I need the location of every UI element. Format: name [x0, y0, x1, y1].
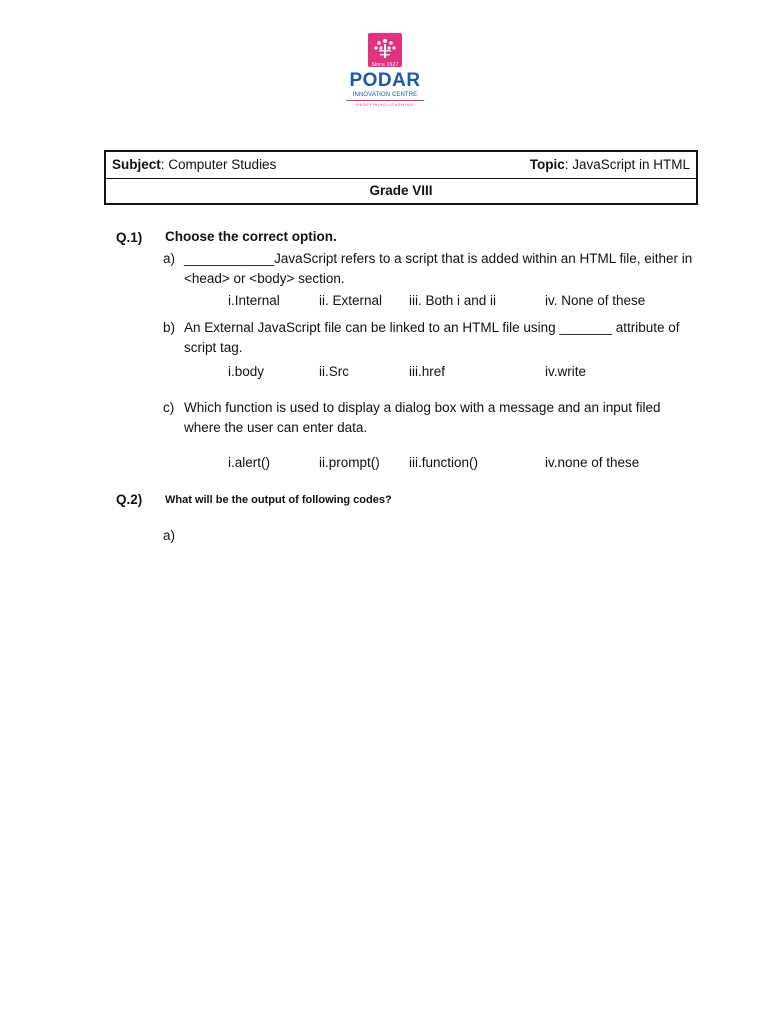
item-letter: b)	[163, 320, 176, 335]
subject-value: : Computer Studies	[160, 157, 277, 172]
question-text-line: ____________JavaScript refers to a script that is added within an HTML file, either in	[184, 251, 693, 266]
option-ii: ii.Src	[319, 364, 349, 379]
item-letter: a)	[163, 251, 176, 266]
question-text-line: <head> or <body> section.	[184, 270, 345, 286]
header-row-subject-topic	[106, 152, 696, 179]
option-ii: ii. External	[319, 293, 383, 308]
option-iii: iii.function()	[409, 455, 479, 470]
question-number: Q.1)	[116, 230, 143, 245]
school-logo	[330, 30, 440, 110]
subject-label: Subject	[112, 157, 161, 172]
logo-since-text: Since 1927	[371, 62, 399, 68]
question-title: Choose the correct option.	[165, 229, 337, 244]
question-text	[184, 398, 694, 437]
option-ii: ii.prompt()	[319, 455, 380, 470]
question-text-line: where the user can enter data.	[184, 419, 368, 435]
question-text-line: script tag.	[184, 339, 243, 355]
topic-cell	[530, 157, 690, 172]
question-text-line: An External JavaScript file can be linked to an HTML file using _______ attribute of	[184, 320, 680, 335]
question-title: What will be the output of following codes?	[165, 494, 392, 506]
question-text	[184, 249, 694, 288]
option-iv: iv.write	[545, 364, 587, 379]
question-number: Q.2)	[116, 492, 143, 507]
logo-subtitle: INNOVATION CENTRE	[352, 92, 418, 98]
option-i: i.body	[228, 364, 265, 379]
topic-value: : JavaScript in HTML	[564, 157, 690, 172]
topic-label: Topic	[529, 157, 565, 172]
option-iv: iv. None of these	[545, 293, 646, 308]
subject-cell	[112, 157, 276, 172]
option-i: i.alert()	[228, 455, 271, 470]
header-table	[104, 150, 698, 205]
option-iii: iii. Both i and ii	[409, 293, 497, 308]
logo-name: PODAR	[349, 70, 421, 91]
grade-label: Grade VIII	[369, 183, 433, 198]
item-letter: c)	[163, 400, 175, 415]
option-iii: iii.href	[409, 364, 446, 379]
logo-tagline: REDEFINING LEARNING	[356, 102, 414, 107]
item-letter: a)	[163, 528, 176, 543]
header-row-grade	[106, 179, 696, 203]
option-i: i.Internal	[228, 293, 280, 308]
question-text-line: Which function is used to display a dialog box with a message and an input filed	[184, 400, 661, 415]
option-iv: iv.none of these	[545, 455, 640, 470]
question-text	[184, 318, 694, 357]
logo-divider	[346, 100, 424, 101]
